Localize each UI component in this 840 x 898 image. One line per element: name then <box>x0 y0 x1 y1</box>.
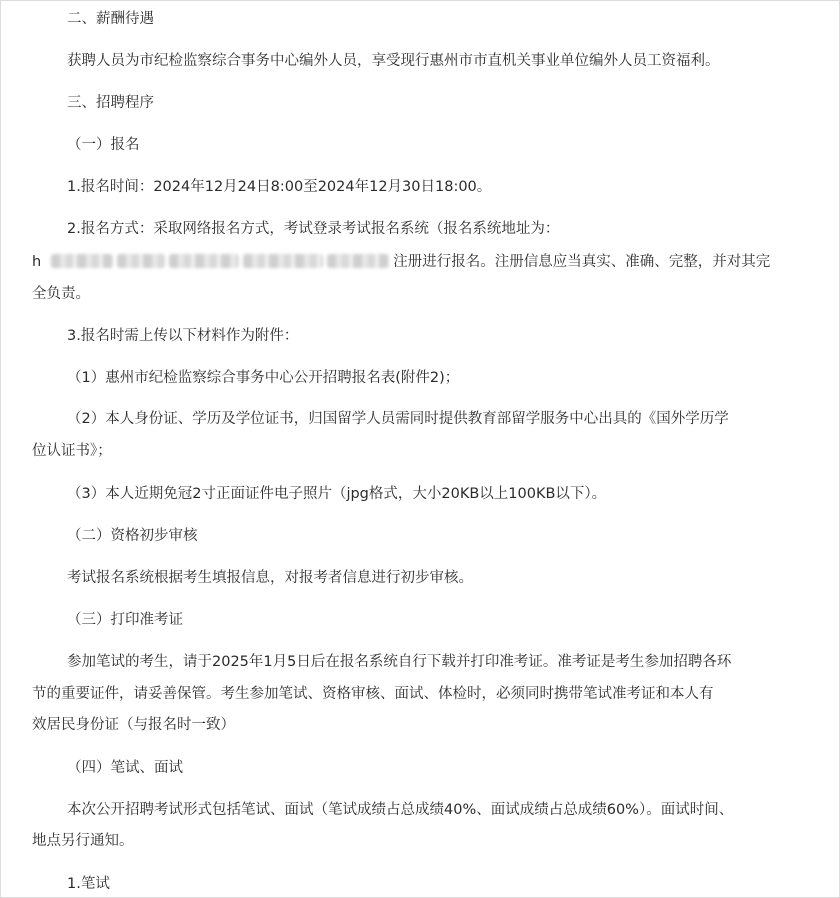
paragraph-signup-method-2 <box>32 252 770 273</box>
attachment-item-2-line-2: 位认证书》； <box>32 443 112 459</box>
redacted-url-blur-4 <box>243 254 323 268</box>
paragraph-signup-time: 1.报名时间：2024年12月24日8:00至2024年12月30日18:00。 <box>67 179 492 195</box>
heading-review: （二）资格初步审核 <box>67 528 198 544</box>
paragraph-admission-line-3: 效居民身份证（与报名时一致） <box>32 717 235 733</box>
paragraph-salary: 获聘人员为市纪检监察综合事务中心编外人员，享受现行惠州市市直机关事业单位编外人员工资福利。 <box>67 53 720 69</box>
paragraph-admission-line-1: 参加笔试的考生，请于2025年1月5日后在报名系统自行下载并打印准考证。准考证是考生参加招聘各环 <box>67 654 732 670</box>
paragraph-exam-line-1: 本次公开招聘考试形式包括笔试、面试（笔试成绩占总成绩40%、面试成绩占总成绩60%）。面试时间、 <box>67 802 734 818</box>
paragraph-admission-line-2: 节的重要证件，请妥善保管。考生参加笔试、资格审核、面试、体检时，必须同时携带笔试准考证和本人有 <box>32 686 714 702</box>
heading-admission: （三）打印准考证 <box>67 612 183 628</box>
redacted-url-blur-2 <box>117 254 165 268</box>
attachment-item-2-line-1: （2）本人身份证、学历及学位证书，归国留学人员需同时提供教育部留学服务中心出具的《国外学历学 <box>67 411 729 427</box>
redacted-url-blur-1 <box>51 254 113 268</box>
paragraph-exam-line-2: 地点另行通知。 <box>32 833 134 849</box>
heading-exam: （四）笔试、面试 <box>67 760 183 776</box>
paragraph-signup-method-3: 全负责。 <box>32 286 90 302</box>
redacted-url-blur-3 <box>169 254 239 268</box>
attachment-item-3: （3）本人近期免冠2寸正面证件电子照片（jpg格式，大小20KB以上100KB以下）。 <box>67 486 607 502</box>
paragraph-attachments: 3.报名时需上传以下材料作为附件： <box>67 328 299 344</box>
paragraph-review: 考试报名系统根据考生填报信息，对报考者信息进行初步审核。 <box>67 570 473 586</box>
heading-procedure: 三、招聘程序 <box>67 95 154 111</box>
heading-written-exam: 1.笔试 <box>67 876 110 892</box>
heading-signup: （一）报名 <box>67 137 140 153</box>
heading-salary: 二、薪酬待遇 <box>67 11 154 27</box>
signup-method-register-text: 注册进行报名。注册信息应当真实、准确、完整，并对其完 <box>393 254 771 270</box>
redacted-url-prefix: h <box>32 254 42 270</box>
paragraph-signup-method-1: 2.报名方式：采取网络报名方式，考试登录考试报名系统（报名系统地址为： <box>67 221 560 237</box>
attachment-item-1: （1）惠州市纪检监察综合事务中心公开招聘报名表(附件2)； <box>67 370 460 386</box>
redacted-url-blur-5 <box>327 254 389 268</box>
